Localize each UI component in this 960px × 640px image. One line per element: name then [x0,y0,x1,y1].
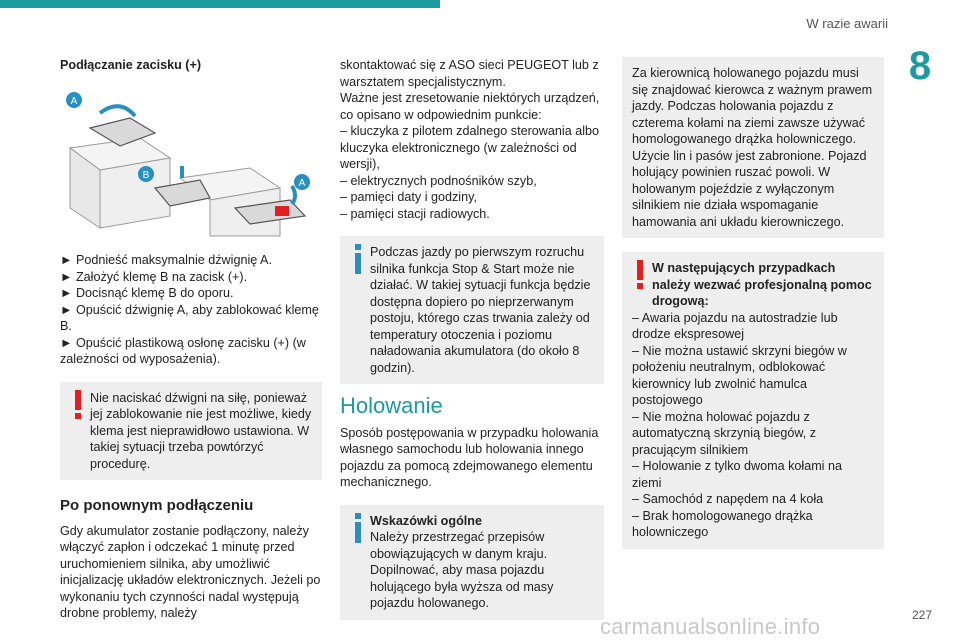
para-line-3: – kluczyka z pilotem zdalnego sterowania albo kluczyka elektronicznego (w zależności od wersji), [340,124,600,171]
top-accent-bar [0,0,960,8]
page-number: 227 [911,608,932,622]
figure-label-b: B [142,169,150,181]
column-2 [340,57,604,632]
section-heading-connect: Podłączanie zacisku (+) [60,58,202,72]
warning-title-towing: W następujących przypadkach należy wezwać profesjonalną pomoc drogową: [652,261,872,308]
info-box-general [340,505,604,620]
figure-label-a1: A [70,95,78,107]
paragraph-towing: Sposób postępowania w przypadku holowania własnego samochodu lub holowania innego pojazdu za pomocą zdejmowanego elementu mechanicznego. [340,425,599,489]
step-2: ► Założyć klemę B na zacisk (+). [60,269,248,284]
paragraph-reconnect: Gdy akumulator zostanie podłączony, należy włączyć zapłon i odczekać 1 minutę przed uruchomieniem silnika, aby umożliwić inicjalizację układów elektronicznych. Jeżeli po wykonaniu tych czynności nadal występują drobne problemy, należy [60,523,321,620]
info-text-driver: Za kierownicą holowanego pojazdu musi się znajdować kierowca z ważnym prawem jazdy. Podczas holowania pojazdu z czterema kołami na ziemi zawsze używać homologowanego drążka holowniczego. Użycie lin i pasów jest zabronione. Pojazd holujący powinien ruszać powoli. W holowanym pojeździe z wyłączonym silnikiem nie działa wspomaganie hamowania ani układu kierowniczego. [632,66,873,229]
warning-item-3: – Nie można holować pojazdu z automatyczną skrzynią biegów, z pracującym silnikiem [632,409,817,457]
para-line-1: skontaktować się z ASO sieci PEUGEOT lub z warsztatem specjalistycznym. [340,58,599,89]
warning-box-towing [622,252,884,549]
info-icon [350,244,366,274]
info-box-stop-start [340,236,604,384]
figure-label-a2: A [298,177,306,189]
para-line-6: – pamięci stacji radiowych. [340,206,490,221]
step-4: ► Opuścić dźwignię A, aby zablokować klemę B. [60,302,319,333]
section-heading-towing: Holowanie [340,393,443,418]
info-icon [350,513,366,543]
warning-item-5: – Samochód z napędem na 4 koła [632,492,824,506]
chapter-title: W razie awarii [806,16,888,31]
connection-steps [60,252,322,368]
warning-exclamation-icon [70,390,86,420]
info-box-driver [622,57,884,238]
info-text-stop-start: Podczas jazdy po pierwszym rozruchu silnika funkcja Stop & Start może nie działać. W takiej sytuacji funkcja będzie dostępna dopiero po nieprzerwanym postoju, którego czas trwania zależy od temperatury otoczenia i poziomu naładowania akumulatora (do około 8 godzin). [370,245,591,375]
top-accent-stripe [0,0,440,8]
warning-item-4: – Holowanie z tylko dwoma kołami na ziemi [632,459,842,490]
info-title-general: Wskazówki ogólne [370,513,482,528]
para-line-2: Ważne jest zresetowanie niektórych urządzeń, co opisano w odpowiednim punkcie: [340,91,600,122]
subheading-reconnect: Po ponownym podłączeniu [60,497,254,514]
para-line-5: – pamięci daty i godziny, [340,190,477,204]
warning-text-lever: Nie naciskać dźwigni na siłę, ponieważ jej zablokowanie nie jest możliwe, kiedy klema jest nieprawidłowo ustawiona. W takiej sytuacji trzeba powtórzyć procedurę. [90,390,312,471]
column-1 [60,57,322,622]
step-5: ► Opuścić plastikową osłonę zacisku (+) (w zależności od wyposażenia). [60,335,306,366]
battery-clamp-illustration [60,88,322,238]
watermark: carmanualsonline.info [600,614,821,639]
warning-item-6: – Brak homologowanego drążka holowniczego [632,508,813,539]
chapter-number: 8 [908,44,932,88]
warning-box-lever [60,382,322,481]
warning-item-1: – Awaria pojazdu na autostradzie lub drodze ekspresowej [632,310,838,341]
warning-item-2: – Nie można ustawić skrzyni biegów w położeniu neutralnym, odblokować kierownicy lub zwolnić hamulca postojowego [632,343,847,407]
para-line-4: – elektrycznych podnośników szyb, [340,173,537,188]
column-3 [622,57,884,561]
info-text-general: Należy przestrzegać przepisów obowiązujących w danym kraju. Dopilnować, aby masa pojazdu holującego była wyższa od masy pojazdu holowanego. [370,530,554,610]
warning-exclamation-icon [632,260,648,290]
step-1: ► Podnieść maksymalnie dźwignię A. [60,253,272,267]
step-3: ► Docisnąć klemę B do oporu. [60,286,234,300]
